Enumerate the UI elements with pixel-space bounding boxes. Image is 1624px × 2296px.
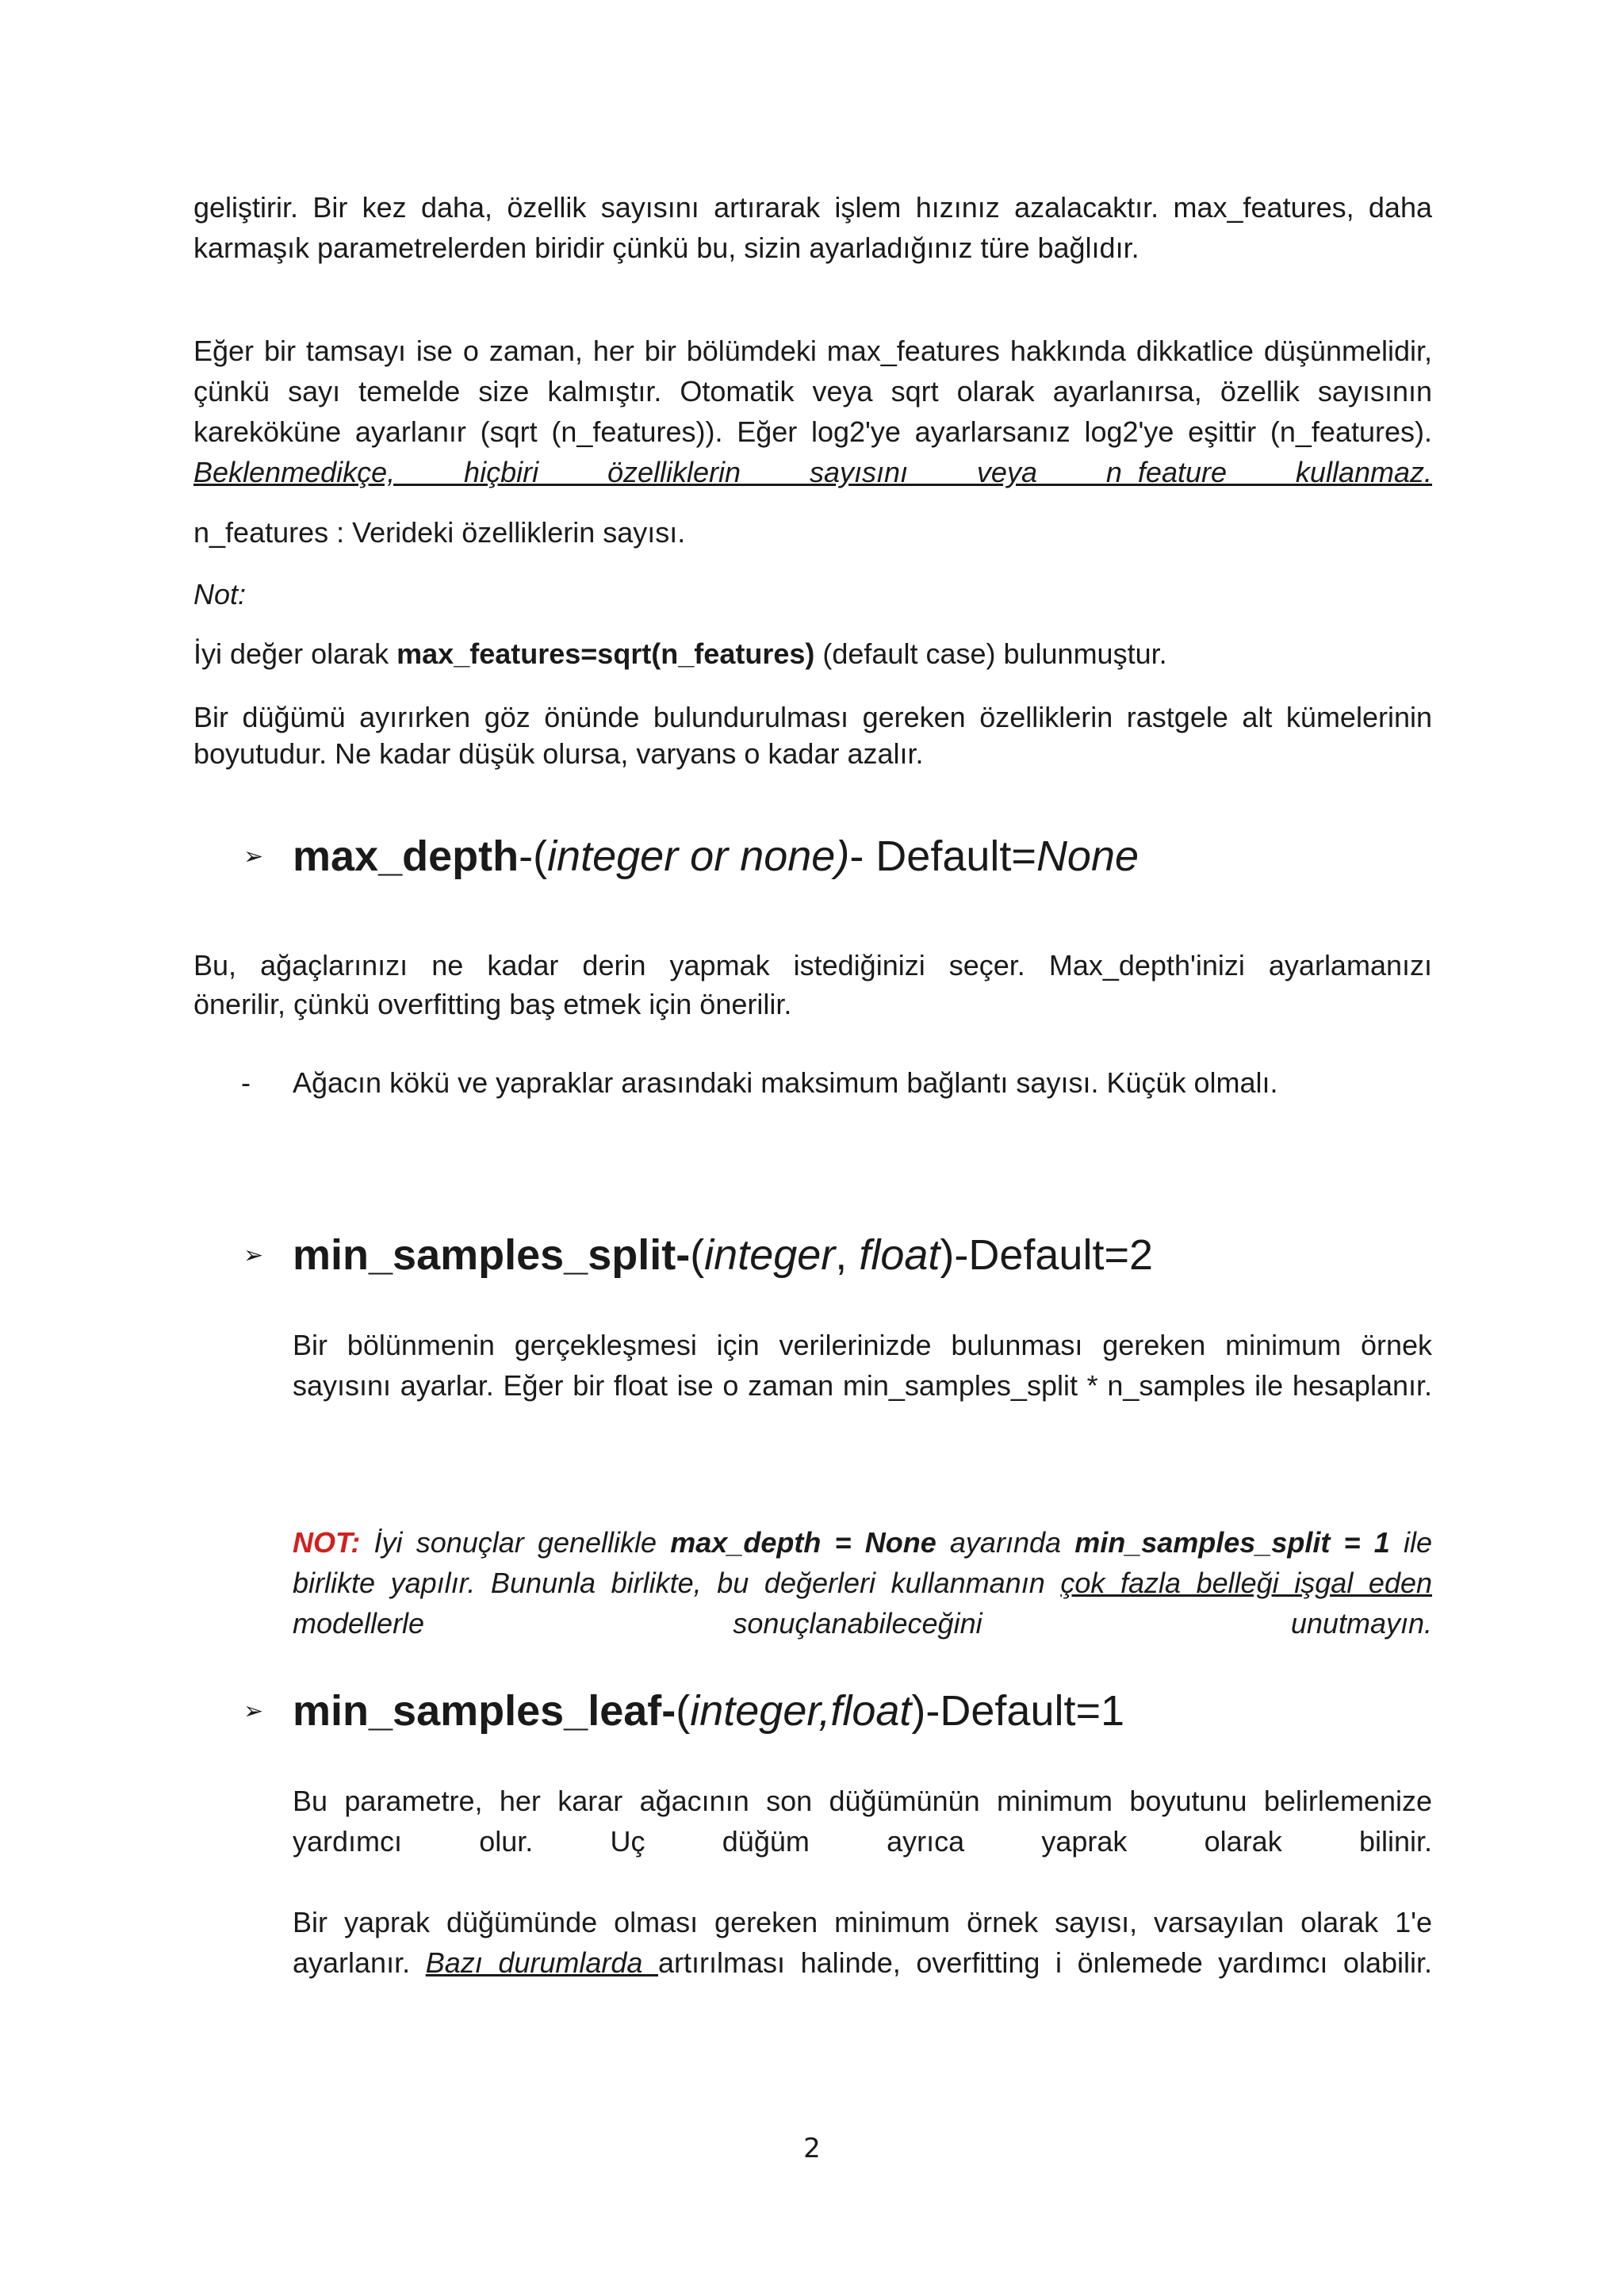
heading-split-type2: float <box>859 1231 940 1279</box>
good-value-bold: max_features=sqrt(n_features) <box>396 637 815 670</box>
heading-max-depth-name: max_depth <box>293 832 519 880</box>
note-label: Not: <box>193 578 247 610</box>
paragraph-intro-line1: geliştirir. Bir kez daha, özellik sayısını artırarak işlem hızınız azalacaktır. max_features, daha <box>193 191 1432 224</box>
heading-min-samples-split <box>293 1230 1153 1280</box>
max-depth-bullet-text: Ağacın kökü ve yapraklar arasındaki maksimum bağlantı sayısı. Küçük olmalı. <box>293 1066 1278 1099</box>
leaf-default-text-1: Bir yaprak düğümünde olması gereken minimum örnek sayısı, varsayılan olarak 1'e ayarlanır. <box>293 1906 1432 1979</box>
max-depth-desc-line1: Bu, ağaçlarınızı ne kadar derin yapmak istediğinizi seçer. Max_depth'inizi ayarlamanızı <box>193 949 1432 982</box>
heading-max-depth-rest: - Default= <box>849 832 1036 880</box>
min-samples-leaf-desc: Bu parametre, her karar ağacının son düğümünün minimum boyutunu belirlemenize yardımcı olur. Uç düğüm ayrıca yaprak olarak bilinir. <box>293 1785 1432 1858</box>
n-features-definition: n_features : Verideki özelliklerin sayısı. <box>193 516 686 549</box>
underlined-note: Beklenmedikçe, hiçbiri özelliklerin sayısını veya n_feature kullanmaz. <box>193 456 1432 488</box>
heading-leaf-type: integer,float <box>690 1687 912 1735</box>
good-value-before: İyi değer olarak <box>193 637 397 670</box>
paragraph-intro-line2: karmaşık parametrelerden biridir çünkü bu, sizin ayarladığınız türe bağlıdır. <box>193 232 1139 264</box>
min-samples-split-desc: Bir bölünmenin gerçekleşmesi için verilerinizde bulunması gereken minimum örnek sayısını ayarlar. Eğer bir float ise o zaman min_samples_split * n_samples ile hesaplanır. <box>293 1329 1432 1402</box>
heading-split-comma: , <box>835 1231 860 1279</box>
subset-line1: Bir düğümü ayırırken göz önünde bulundurulması gereken özelliklerin rastgele alt kümelerinin <box>193 701 1432 733</box>
heading-max-depth-type: integer or none) <box>547 832 850 880</box>
paragraph-max-features <box>193 331 1432 533</box>
list-bullet-dash: - <box>241 1066 251 1099</box>
heading-split-rest: )-Default=2 <box>940 1231 1154 1279</box>
note-text-4: modellerle sonuçlanabileceğini unutmayın. <box>293 1607 1432 1640</box>
arrow-bullet-icon: ➢ <box>243 1698 264 1724</box>
heading-leaf-open: ( <box>676 1687 691 1735</box>
leaf-default-text-2: artırılması halinde, overfitting i önlemede yardımcı olabilir. <box>658 1946 1432 1979</box>
heading-max-depth-sep: -( <box>519 832 548 880</box>
good-value-after: (default case) bulunmuştur. <box>814 637 1167 670</box>
arrow-bullet-icon: ➢ <box>243 844 264 870</box>
note-underlined: çok fazla belleği işgal eden <box>1060 1567 1433 1599</box>
leaf-default-underlined: Bazı durumlarda <box>425 1946 659 1979</box>
good-value-sentence <box>193 633 1432 674</box>
subset-line2: boyutudur. Ne kadar düşük olursa, varyans o kadar azalır. <box>193 737 924 770</box>
note-bold-min-samples: min_samples_split = 1 <box>1074 1526 1390 1559</box>
heading-leaf-name: min_samples_leaf- <box>293 1687 676 1735</box>
arrow-bullet-icon: ➢ <box>243 1242 264 1269</box>
page-number: 2 <box>803 2133 821 2164</box>
heading-leaf-rest: )-Default=1 <box>911 1687 1125 1735</box>
min-samples-leaf-default <box>293 1902 1432 2023</box>
heading-split-name: min_samples_split- <box>293 1231 691 1279</box>
heading-split-type1: integer <box>704 1231 836 1279</box>
heading-max-depth-default: None <box>1036 832 1139 880</box>
heading-min-samples-leaf <box>293 1686 1124 1736</box>
note-red-label: NOT: <box>293 1526 361 1559</box>
note-text-1: İyi sonuçlar genellikle <box>360 1526 671 1559</box>
max-depth-desc-line2: önerilir, çünkü overfitting baş etmek için önerilir. <box>193 988 792 1020</box>
note-text-2: ayarında <box>936 1526 1075 1559</box>
paragraph-max-features-text: Eğer bir tamsayı ise o zaman, her bir bölümdeki max_features hakkında dikkatlice düşünmelidir, çünkü sayı temelde size kalmıştır. Otomatik veya sqrt olarak ayarlanırsa, özellik sayısının kareköküne ayarlanır (sqrt (n_features)). Eğer log2'ye ayarlarsanız log2'ye eşittir (n_features). <box>193 335 1432 448</box>
heading-split-open: ( <box>690 1231 705 1279</box>
min-samples-split-note <box>293 1522 1432 1684</box>
note-bold-max-depth: max_depth = None <box>670 1526 936 1559</box>
note-text-3: ile birlikte yapılır. Bununla birlikte, bu değerleri kullanmanın <box>293 1526 1432 1599</box>
heading-max-depth <box>293 831 1139 882</box>
